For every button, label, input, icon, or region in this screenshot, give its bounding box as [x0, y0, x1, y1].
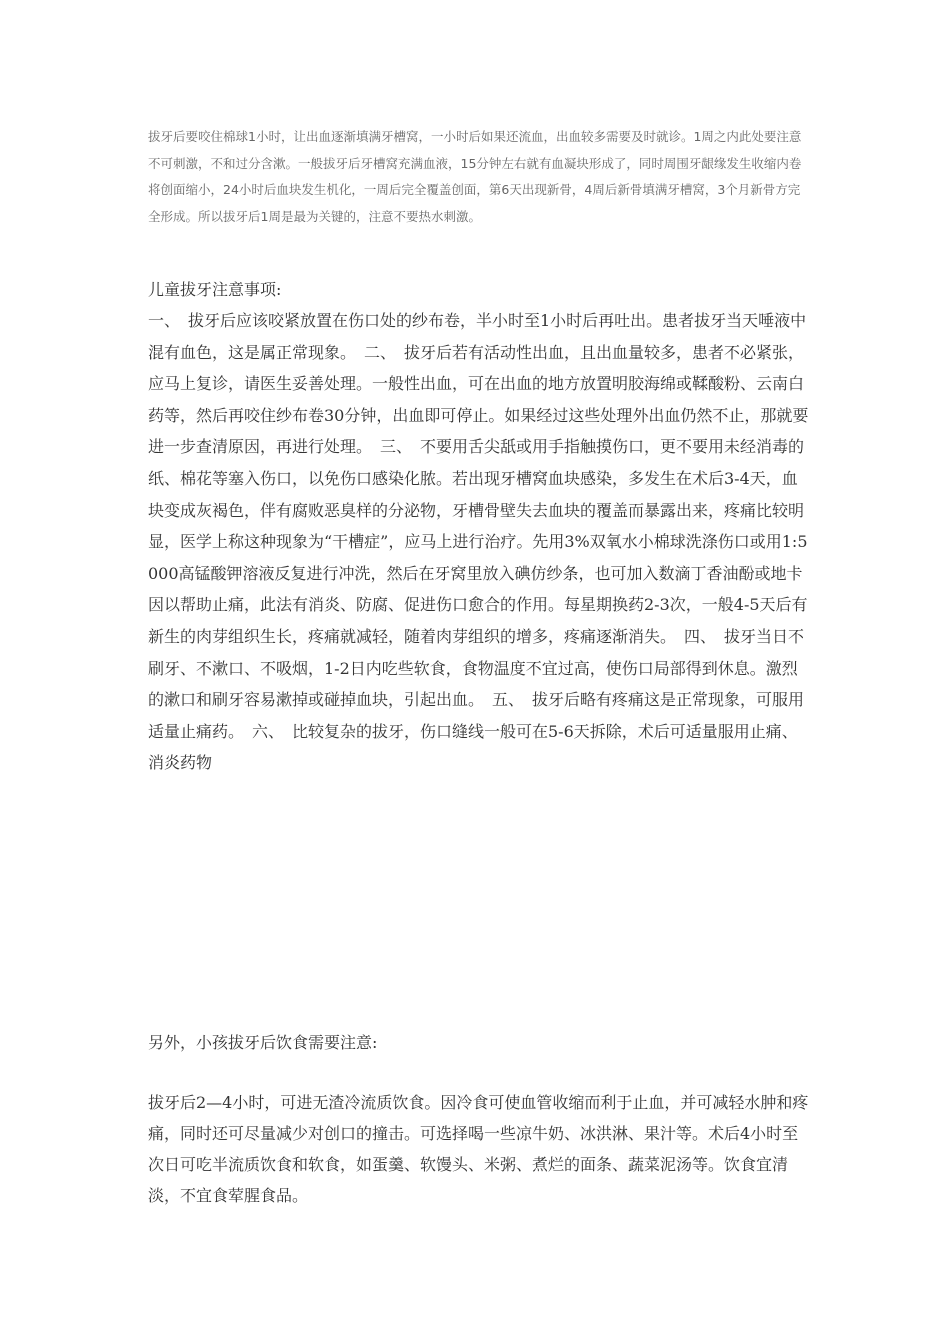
intro-paragraph: 拔牙后要咬住棉球1小时，让出血逐渐填满牙槽窝，一小时后如果还流血，出血较多需要及时就诊。1周之内此处要注意不可刺激，不和过分含漱。一般拔牙后牙槽窝充满血液，15分钟左右就有血凝块形成了，同时周围牙龈缘发生收缩内卷将创面缩小，24小时后血块发生机化，一周后完全覆盖创面，第6天出现新骨，4周后新骨填满牙槽窝，3个月新骨方完全形成。所以拔牙后1周是最为关键的，注意不要热水刺激。: [148, 129, 802, 224]
children-notes-paragraph: 一、 拔牙后应该咬紧放置在伤口处的纱布卷，半小时至1小时后再吐出。患者拔牙当天唾液中混有血色，这是属正常现象。 二、 拔牙后若有活动性出血，且出血量较多，患者不必紧张，应马上复诊，请医生妥善处理。一般性出血，可在出血的地方放置明胶海绵或鞣酸粉、云南白药等，然后再咬住纱布卷30分钟，出血即可停止。如果经过这些处理外出血仍然不止，那就要进一步查清原因，再进行处理。 三、 不要用舌尖舐或用手指触摸伤口，更不要用未经消毒的纸、棉花等塞入伤口，以免伤口感染化脓。若出现牙槽窝血块感染，多发生在术后3-4天，血块变成灰褐色，伴有腐败恶臭样的分泌物，牙槽骨壁失去血块的覆盖而暴露出来，疼痛比较明显，医学上称这种现象为“干槽症”，应马上进行治疗。先用3%双氧水小棉球洗涤伤口或用1:5000高锰酸钾溶液反复进行冲洗，然后在牙窝里放入碘仿纱条，也可加入数滴丁香油酚或地卡因以帮助止痛，此法有消炎、防腐、促进伤口愈合的作用。每星期换药2-3次，一般4-5天后有新生的肉芽组织生长，疼痛就减轻，随着肉芽组织的增多，疼痛逐渐消失。 四、 拔牙当日不刷牙、不漱口、不吸烟，1-2日内吃些软食，食物温度不宜过高，使伤口局部得到休息。激烈的漱口和刷牙容易漱掉或碰掉血块，引起出血。 五、 拔牙后略有疼痛这是正常现象，可服用适量止痛药。 六、 比较复杂的拔牙，伤口缝线一般可在5-6天拆除，术后可适量服用止痛、消炎药物: [148, 311, 809, 773]
children-heading: 儿童拔牙注意事项:: [148, 280, 282, 299]
diet-paragraph: 拔牙后2—4小时，可进无渣冷流质饮食。因冷食可使血管收缩而利于止血，并可减轻水肿和疼痛，同时还可尽量减少对创口的撞击。可选择喝一些凉牛奶、冰洪淋、果汁等。术后4小时至次日可吃半流质饮食和软食，如蛋羹、软馒头、米粥、煮烂的面条、蔬菜泥汤等。饮食宜清淡，不宜食荤腥食品。: [148, 1093, 809, 1205]
diet-heading: 另外，小孩拔牙后饮食需要注意:: [148, 1033, 378, 1052]
